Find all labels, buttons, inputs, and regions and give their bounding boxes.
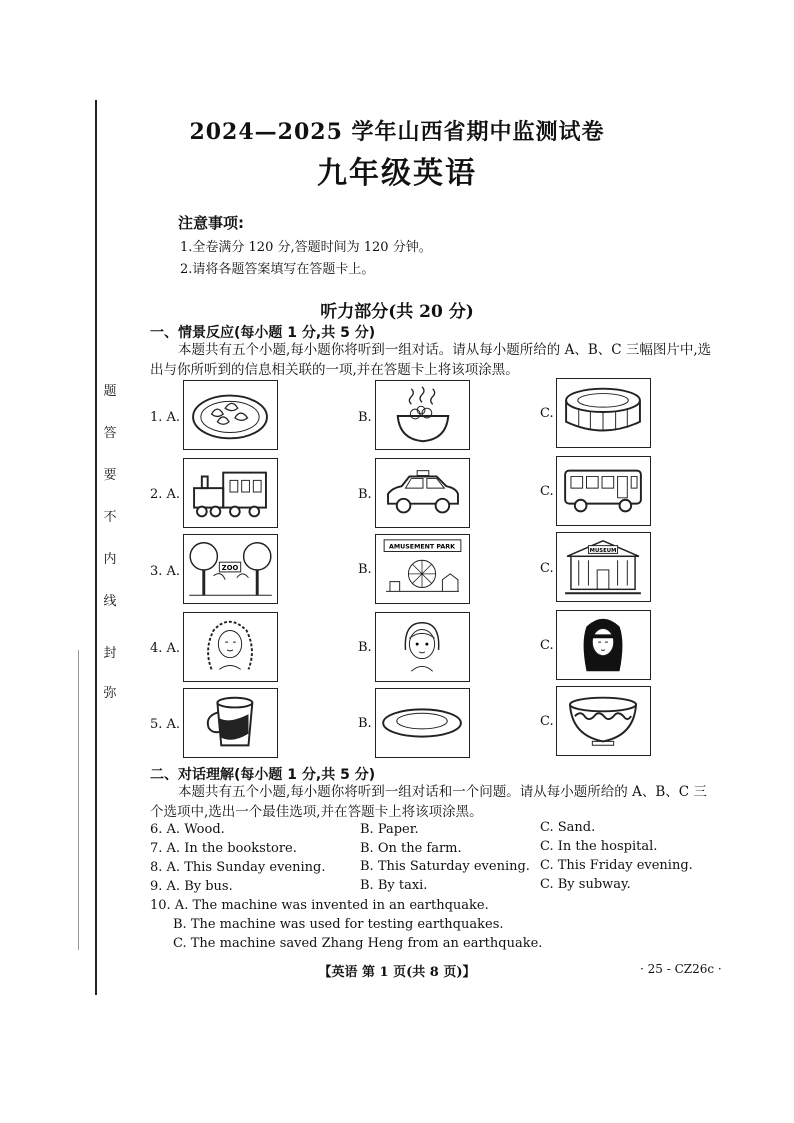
- margin-char: 不: [103, 510, 117, 525]
- q6-option-c: C. Sand.: [540, 820, 596, 835]
- amusement-park-picture: [375, 534, 470, 604]
- part2-instructions: 本题共有五个小题,每小题你将听到一组对话和一个问题。请从每小题所给的 A、B、C 三个选项中,选出一个最佳选项,并在答题卡上将该项涂黑。: [150, 784, 707, 820]
- binding-line: [95, 100, 97, 995]
- q10-option-c: C. The machine saved Zhang Heng from an earthquake.: [173, 936, 543, 951]
- train-picture: [183, 458, 278, 528]
- q1-c-label: C.: [540, 406, 554, 421]
- zoo-picture: [183, 534, 278, 604]
- margin-char: 封: [103, 646, 117, 661]
- margin-char: 要: [103, 468, 117, 483]
- plate-picture: [375, 688, 470, 758]
- margin-char: 线: [103, 594, 117, 609]
- subject-title: 九年级英语: [317, 156, 477, 191]
- short-hair-girl-picture: [375, 612, 470, 682]
- zoo-sign: ZOO: [221, 563, 239, 572]
- soup-bowl-picture: [375, 380, 470, 450]
- part1-heading: 一、情景反应(每小题 1 分,共 5 分): [150, 325, 376, 341]
- margin-char: 答: [103, 426, 117, 441]
- q7-option-a: 7. A. In the bookstore.: [150, 841, 297, 856]
- note-item: 2.请将各题答案填写在答题卡上。: [180, 262, 375, 277]
- q4-b-label: B.: [358, 640, 372, 655]
- part2-heading: 二、对话理解(每小题 1 分,共 5 分): [150, 767, 376, 783]
- page-footer: 【英语 第 1 页(共 8 页)】: [318, 965, 476, 980]
- q9-option-c: C. By subway.: [540, 877, 631, 892]
- mooncake-picture: [556, 378, 651, 448]
- bus-picture: [556, 456, 651, 526]
- museum-picture: [556, 532, 651, 602]
- q5-label: 5. A.: [150, 717, 181, 732]
- q3-label: 3. A.: [150, 564, 181, 579]
- long-hair-girl-picture: [556, 610, 651, 680]
- q2-b-label: B.: [358, 487, 372, 502]
- q8-option-a: 8. A. This Sunday evening.: [150, 860, 326, 875]
- q1-label: 1. A.: [150, 410, 181, 425]
- margin-char: 内: [103, 552, 117, 567]
- q6-option-b: B. Paper.: [360, 822, 419, 837]
- margin-char: 题: [103, 384, 117, 399]
- q9-option-b: B. By taxi.: [360, 878, 428, 893]
- car-picture: [375, 458, 470, 528]
- notes-heading: 注意事项:: [178, 214, 244, 232]
- q3-b-label: B.: [358, 562, 372, 577]
- bowl-picture: [556, 686, 651, 756]
- margin-char: 弥: [103, 686, 117, 701]
- paper-code: · 25 - CZ26c ·: [640, 962, 722, 976]
- q10-option-b: B. The machine was used for testing earthquakes.: [173, 917, 504, 932]
- museum-sign: MUSEUM: [589, 547, 617, 554]
- q4-c-label: C.: [540, 638, 554, 653]
- q8-option-b: B. This Saturday evening.: [360, 859, 530, 874]
- q5-c-label: C.: [540, 714, 554, 729]
- dumplings-plate-picture: [183, 380, 278, 450]
- curly-hair-girl-picture: [183, 612, 278, 682]
- q9-option-a: 9. A. By bus.: [150, 879, 233, 894]
- note-item: 1.全卷满分 120 分,答题时间为 120 分钟。: [180, 240, 432, 255]
- q5-b-label: B.: [358, 716, 372, 731]
- q7-option-c: C. In the hospital.: [540, 839, 658, 854]
- q6-option-a: 6. A. Wood.: [150, 822, 225, 837]
- q1-b-label: B.: [358, 410, 372, 425]
- amusement-park-sign: AMUSEMENT PARK: [388, 543, 456, 551]
- binding-line-dashed: [78, 650, 79, 950]
- q2-label: 2. A.: [150, 487, 181, 502]
- q10-option-a: 10. A. The machine was invented in an earthquake.: [150, 898, 489, 913]
- q3-c-label: C.: [540, 561, 554, 576]
- part1-instructions: 本题共有五个小题,每小题你将听到一组对话。请从每小题所给的 A、B、C 三幅图片中,选出与你所听到的信息相关联的一项,并在答题卡上将该项涂黑。: [150, 342, 712, 378]
- cup-picture: [183, 688, 278, 758]
- exam-title: 2024—2025 学年山西省期中监测试卷: [189, 119, 605, 145]
- q2-c-label: C.: [540, 484, 554, 499]
- q4-label: 4. A.: [150, 641, 181, 656]
- q7-option-b: B. On the farm.: [360, 841, 462, 856]
- listening-section-title: 听力部分(共 20 分): [320, 302, 474, 322]
- q8-option-c: C. This Friday evening.: [540, 858, 693, 873]
